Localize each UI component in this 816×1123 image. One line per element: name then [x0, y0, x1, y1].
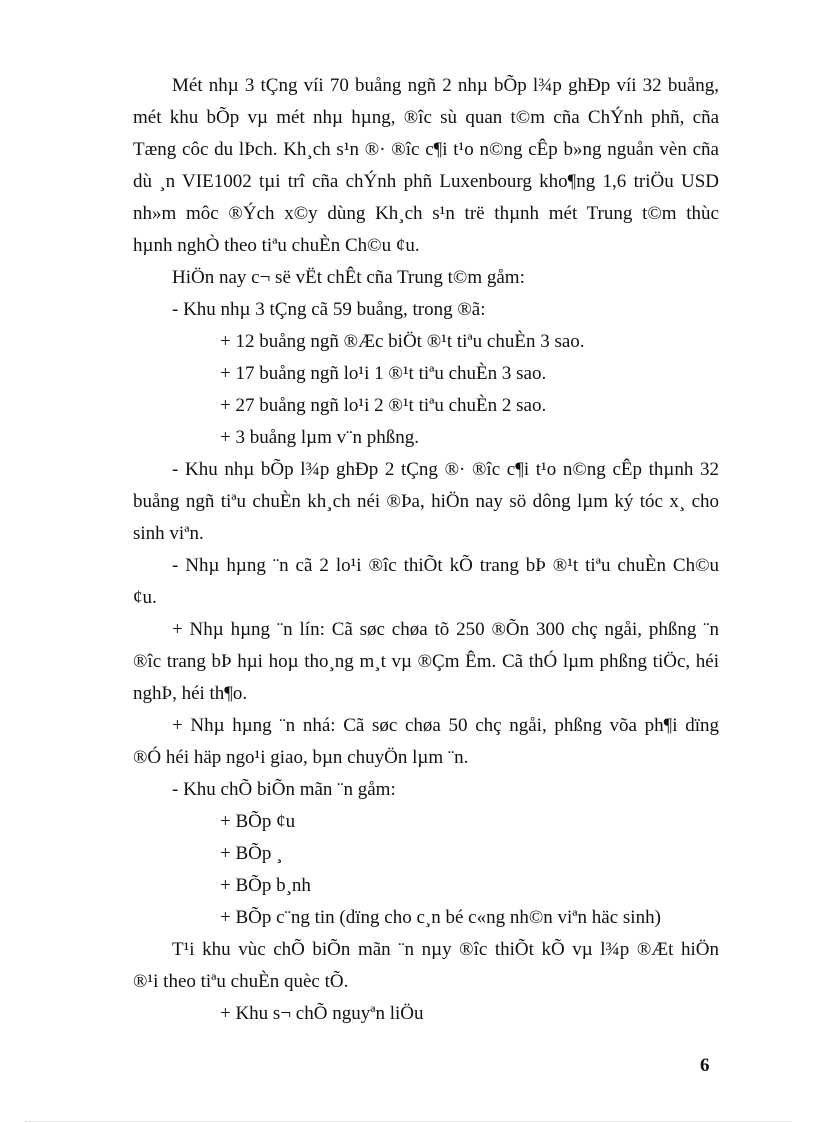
- body-line: HiÖn nay c¬ së vËt chÊt cña Trung t©m gåm:: [172, 267, 525, 288]
- list-item: - Khu nhµ 3 tÇng cã 59 buång, trong ®ã:: [172, 299, 486, 320]
- sub-list-item: + Khu s¬ chÕ nguyªn liÖu: [220, 1003, 424, 1024]
- page-number: 6: [700, 1055, 710, 1076]
- list-item: - Khu nhµ bÕp l¾p ghÐp 2 tÇng ®· ®îc c¶i t¹o n©ng cÊp thµnh 32: [172, 459, 719, 480]
- list-item: + Nhµ hµng ¨n nhá: Cã søc chøa 50 chç ngåi, phßng võa ph¶i dïng: [172, 715, 719, 736]
- body-line: mét khu bÕp vµ mét nhµ hµng, ®îc sù quan t©m cña ChÝnh phñ, cña: [133, 107, 719, 128]
- page-bottom-divider: [25, 1121, 791, 1122]
- body-line: ®îc trang bÞ hµi hoµ tho¸ng m¸t vµ ®Çm Êm. Cã thÓ lµm phßng tiÖc, héi: [133, 651, 719, 672]
- sub-list-item: + 17 buång ngñ lo¹i 1 ®¹t tiªu chuÈn 3 sao.: [220, 363, 547, 384]
- list-item: - Khu chÕ biÕn mãn ¨n gåm:: [172, 779, 396, 800]
- sub-list-item: + BÕp c¨ng tin (dïng cho c¸n bé c«ng nh©n viªn häc sinh): [220, 907, 661, 928]
- sub-list-item: + 3 buång lµm v¨n phßng.: [220, 427, 419, 448]
- sub-list-item: + 27 buång ngñ lo¹i 2 ®¹t tiªu chuÈn 2 sao.: [220, 395, 547, 416]
- sub-list-item: + 12 buång ngñ ®Æc biÖt ®¹t tiªu chuÈn 3 sao.: [220, 331, 585, 352]
- body-line: nh»m môc ®Ých x©y dùng Kh¸ch s¹n trë thµnh mét Trung t©m thùc: [133, 203, 719, 224]
- sub-list-item: + BÕp b¸nh: [220, 875, 311, 896]
- body-line: Mét nhµ 3 tÇng víi 70 buång ngñ 2 nhµ bÕp l¾p ghÐp víi 32 buång,: [172, 75, 719, 96]
- body-line: T¹i khu vùc chÕ biÕn mãn ¨n nµy ®îc thiÕt kÕ vµ l¾p ®Æt hiÖn: [172, 939, 719, 960]
- body-line: hµnh nghÒ theo tiªu chuÈn Ch©u ¢u.: [133, 235, 420, 256]
- sub-list-item: + BÕp ¢u: [220, 811, 296, 832]
- sub-list-item: + BÕp ¸: [220, 843, 283, 864]
- body-line: Tæng côc du lÞch. Kh¸ch s¹n ®· ®îc c¶i t¹o n©ng cÊp b»ng nguån vèn cña: [133, 139, 719, 160]
- body-line: ¢u.: [133, 587, 157, 608]
- body-line: dù ¸n VIE1002 tµi trî cña chÝnh phñ Luxenbourg kho¶ng 1,6 triÖu USD: [133, 171, 719, 192]
- list-item: - Nhµ hµng ¨n cã 2 lo¹i ®îc thiÕt kÕ trang bÞ ®¹t tiªu chuÈn Ch©u: [172, 555, 719, 576]
- body-line: ®Ó héi häp ngo¹i giao, bµn chuyÖn lµm ¨n.: [133, 747, 469, 768]
- body-line: ®¹i theo tiªu chuÈn quèc tÕ.: [133, 971, 349, 992]
- list-item: + Nhµ hµng ¨n lín: Cã søc chøa tõ 250 ®Õn 300 chç ngåi, phßng ¨n: [172, 619, 719, 640]
- body-line: buång ngñ tiªu chuÈn kh¸ch néi ®Þa, hiÖn nay sö dông lµm ký tóc x¸ cho: [133, 491, 719, 512]
- body-line: sinh viªn.: [133, 523, 204, 544]
- body-line: nghÞ, héi th¶o.: [133, 683, 248, 704]
